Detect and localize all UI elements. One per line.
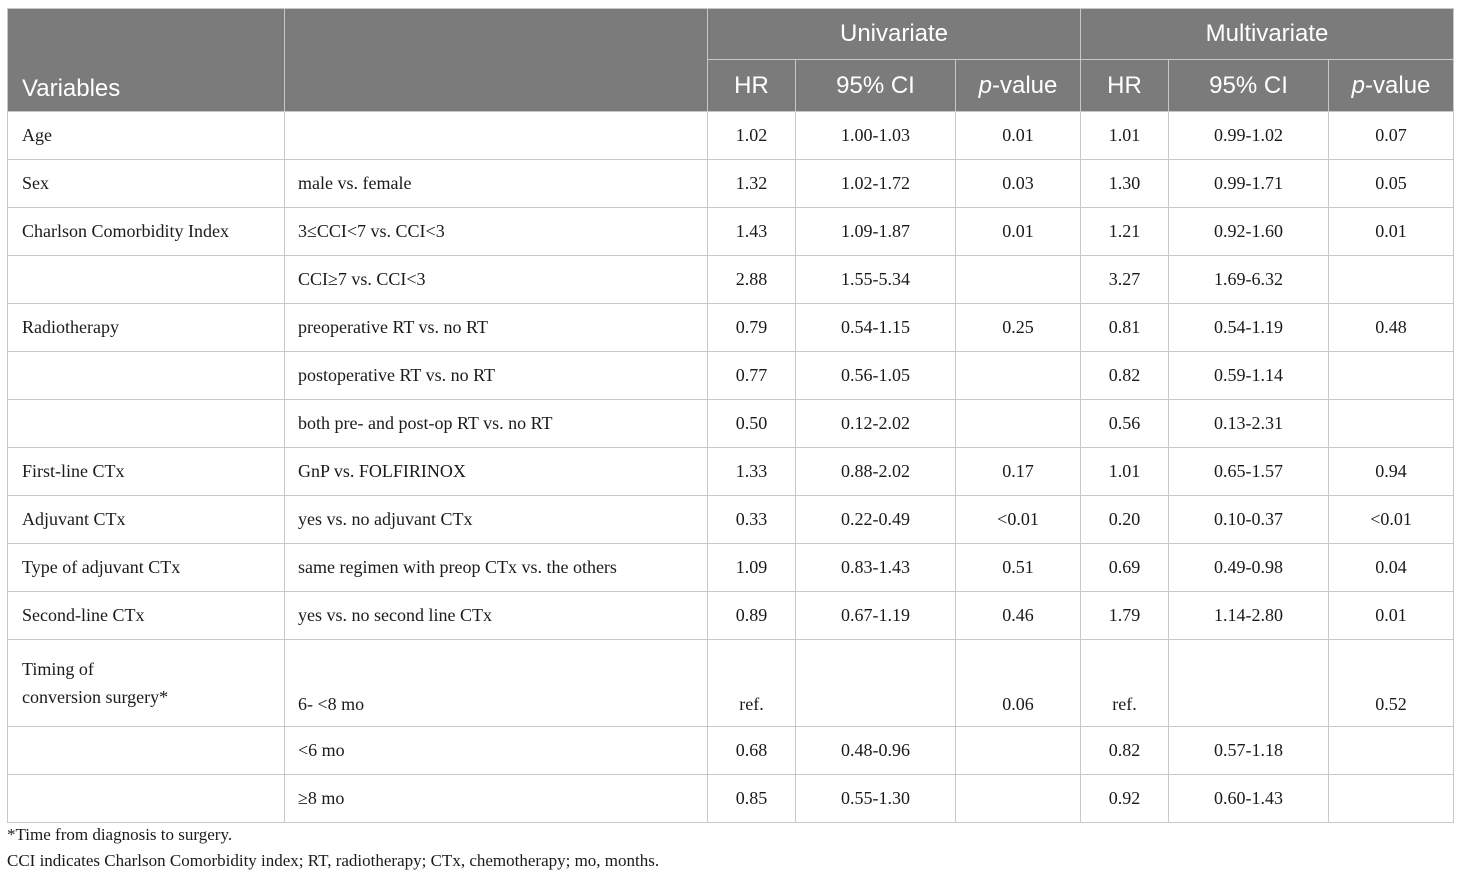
table-row [8,640,1454,727]
p-suffix: -value [1365,71,1431,99]
univariate-ci-cell [796,640,956,727]
table-row [8,304,1454,352]
multivariate-ci-cell: 1.14-2.80 [1169,592,1329,640]
univariate-ci-cell: 1.09-1.87 [796,208,956,256]
multivariate-p-cell [1329,727,1454,775]
header-multivariate-hr: HR [1081,60,1169,112]
multivariate-hr-cell: 1.21 [1081,208,1169,256]
table-header [8,9,1454,112]
univariate-hr-cell: 1.32 [708,160,796,208]
multivariate-p-cell [1329,256,1454,304]
univariate-hr-cell: ref. [708,640,796,727]
univariate-p-cell: 0.46 [956,592,1081,640]
variable-cell [8,775,285,823]
comparison-cell: preoperative RT vs. no RT [285,304,708,352]
multivariate-hr-cell: 0.56 [1081,400,1169,448]
univariate-p-cell [956,775,1081,823]
multivariate-hr-cell: 0.81 [1081,304,1169,352]
comparison-cell: <6 mo [285,727,708,775]
variable-cell: Second-line CTx [8,592,285,640]
univariate-hr-cell: 1.43 [708,208,796,256]
variable-cell [8,352,285,400]
univariate-p-cell: 0.25 [956,304,1081,352]
univariate-ci-cell: 0.48-0.96 [796,727,956,775]
comparison-cell: same regimen with preop CTx vs. the others [285,544,708,592]
multivariate-hr-cell: 0.82 [1081,352,1169,400]
variable-cell [8,400,285,448]
univariate-ci-cell: 0.55-1.30 [796,775,956,823]
table-row [8,496,1454,544]
comparison-cell: 6- <8 mo [285,640,708,727]
comparison-cell: CCI≥7 vs. CCI<3 [285,256,708,304]
univariate-p-cell: 0.06 [956,640,1081,727]
multivariate-p-cell: <0.01 [1329,496,1454,544]
table-row [8,352,1454,400]
variable-cell: Adjuvant CTx [8,496,285,544]
variable-cell [8,640,285,727]
variable-cell [8,727,285,775]
univariate-p-cell: 0.03 [956,160,1081,208]
variable-cell: Age [8,112,285,160]
variable-cell [8,256,285,304]
univariate-hr-cell: 0.89 [708,592,796,640]
multivariate-hr-cell: 0.82 [1081,727,1169,775]
comparison-cell: 3≤CCI<7 vs. CCI<3 [285,208,708,256]
comparison-cell: GnP vs. FOLFIRINOX [285,448,708,496]
table-body [8,112,1454,823]
multivariate-ci-cell: 0.99-1.71 [1169,160,1329,208]
footnote-abbreviations: CCI indicates Charlson Comorbidity index; RT, radiotherapy; CTx, chemotherapy; mo, months. [7,851,660,870]
multivariate-ci-cell: 0.99-1.02 [1169,112,1329,160]
univariate-hr-cell: 1.09 [708,544,796,592]
multivariate-hr-cell: 0.69 [1081,544,1169,592]
univariate-ci-cell: 0.88-2.02 [796,448,956,496]
table-row [8,775,1454,823]
multivariate-hr-cell: 3.27 [1081,256,1169,304]
univariate-p-cell [956,256,1081,304]
multivariate-hr-cell: 0.92 [1081,775,1169,823]
table-row [8,112,1454,160]
header-variables: Variables [8,9,285,112]
table-row [8,160,1454,208]
comparison-cell: postoperative RT vs. no RT [285,352,708,400]
multivariate-ci-cell: 0.57-1.18 [1169,727,1329,775]
multivariate-ci-cell: 1.69-6.32 [1169,256,1329,304]
univariate-p-cell [956,727,1081,775]
multivariate-hr-cell: ref. [1081,640,1169,727]
comparison-cell: male vs. female [285,160,708,208]
p-letter: p [978,71,992,99]
univariate-hr-cell: 2.88 [708,256,796,304]
header-multivariate: Multivariate [1081,9,1454,60]
univariate-hr-cell: 1.02 [708,112,796,160]
footnote-timing: *Time from diagnosis to surgery. [7,825,233,844]
univariate-hr-cell: 1.33 [708,448,796,496]
table-row [8,592,1454,640]
multivariate-p-cell: 0.48 [1329,304,1454,352]
multivariate-hr-cell: 0.20 [1081,496,1169,544]
variable-cell: Radiotherapy [8,304,285,352]
univariate-hr-cell: 0.85 [708,775,796,823]
univariate-hr-cell: 0.50 [708,400,796,448]
multivariate-p-cell: 0.52 [1329,640,1454,727]
multivariate-ci-cell: 0.65-1.57 [1169,448,1329,496]
variable-cell: First-line CTx [8,448,285,496]
univariate-hr-cell: 0.77 [708,352,796,400]
univariate-p-cell [956,352,1081,400]
comparison-cell: ≥8 mo [285,775,708,823]
univariate-p-cell: 0.51 [956,544,1081,592]
multivariate-p-cell [1329,352,1454,400]
univariate-ci-cell: 0.56-1.05 [796,352,956,400]
univariate-ci-cell: 0.67-1.19 [796,592,956,640]
univariate-hr-cell: 0.79 [708,304,796,352]
variable-line: Timing of [22,659,94,679]
header-univariate-ci: 95% CI [796,60,956,112]
table-row [8,256,1454,304]
multivariate-hr-cell: 1.30 [1081,160,1169,208]
multivariate-ci-cell: 0.13-2.31 [1169,400,1329,448]
multivariate-ci-cell: 0.49-0.98 [1169,544,1329,592]
multivariate-hr-cell: 1.01 [1081,112,1169,160]
univariate-p-cell [956,400,1081,448]
header-multivariate-pvalue [1329,60,1454,112]
table-row [8,448,1454,496]
header-multivariate-ci: 95% CI [1169,60,1329,112]
multivariate-ci-cell: 0.54-1.19 [1169,304,1329,352]
variable-cell: Type of adjuvant CTx [8,544,285,592]
multivariate-hr-cell: 1.01 [1081,448,1169,496]
multivariate-p-cell: 0.07 [1329,112,1454,160]
comparison-cell: yes vs. no second line CTx [285,592,708,640]
variable-cell: Sex [8,160,285,208]
univariate-ci-cell: 1.02-1.72 [796,160,956,208]
multivariate-p-cell: 0.94 [1329,448,1454,496]
univariate-hr-cell: 0.68 [708,727,796,775]
univariate-ci-cell: 0.22-0.49 [796,496,956,544]
univariate-p-cell: 0.01 [956,112,1081,160]
multivariate-p-cell: 0.01 [1329,208,1454,256]
multivariate-ci-cell: 0.92-1.60 [1169,208,1329,256]
multivariate-p-cell [1329,400,1454,448]
univariate-p-cell: 0.01 [956,208,1081,256]
variable-line: conversion surgery* [22,687,169,707]
table-footnotes [7,822,659,874]
results-table [7,8,1454,823]
comparison-cell: both pre- and post-op RT vs. no RT [285,400,708,448]
comparison-cell [285,112,708,160]
multivariate-p-cell: 0.04 [1329,544,1454,592]
univariate-ci-cell: 1.00-1.03 [796,112,956,160]
multivariate-ci-cell [1169,640,1329,727]
univariate-hr-cell: 0.33 [708,496,796,544]
header-comparison [285,9,708,112]
comparison-cell: yes vs. no adjuvant CTx [285,496,708,544]
multivariate-hr-cell: 1.79 [1081,592,1169,640]
multivariate-p-cell: 0.05 [1329,160,1454,208]
table-row [8,208,1454,256]
univariate-ci-cell: 0.83-1.43 [796,544,956,592]
p-suffix: -value [992,71,1058,99]
header-univariate: Univariate [708,9,1081,60]
univariate-ci-cell: 0.54-1.15 [796,304,956,352]
multivariate-p-cell [1329,775,1454,823]
header-univariate-hr: HR [708,60,796,112]
multivariate-ci-cell: 0.60-1.43 [1169,775,1329,823]
header-univariate-pvalue [956,60,1081,112]
multivariate-ci-cell: 0.10-0.37 [1169,496,1329,544]
multivariate-ci-cell: 0.59-1.14 [1169,352,1329,400]
p-letter: p [1351,71,1366,99]
univariate-p-cell: 0.17 [956,448,1081,496]
univariate-p-cell: <0.01 [956,496,1081,544]
univariate-ci-cell: 1.55-5.34 [796,256,956,304]
univariate-ci-cell: 0.12-2.02 [796,400,956,448]
table-row [8,544,1454,592]
table-row [8,727,1454,775]
table-row [8,400,1454,448]
multivariate-p-cell: 0.01 [1329,592,1454,640]
variable-cell: Charlson Comorbidity Index [8,208,285,256]
